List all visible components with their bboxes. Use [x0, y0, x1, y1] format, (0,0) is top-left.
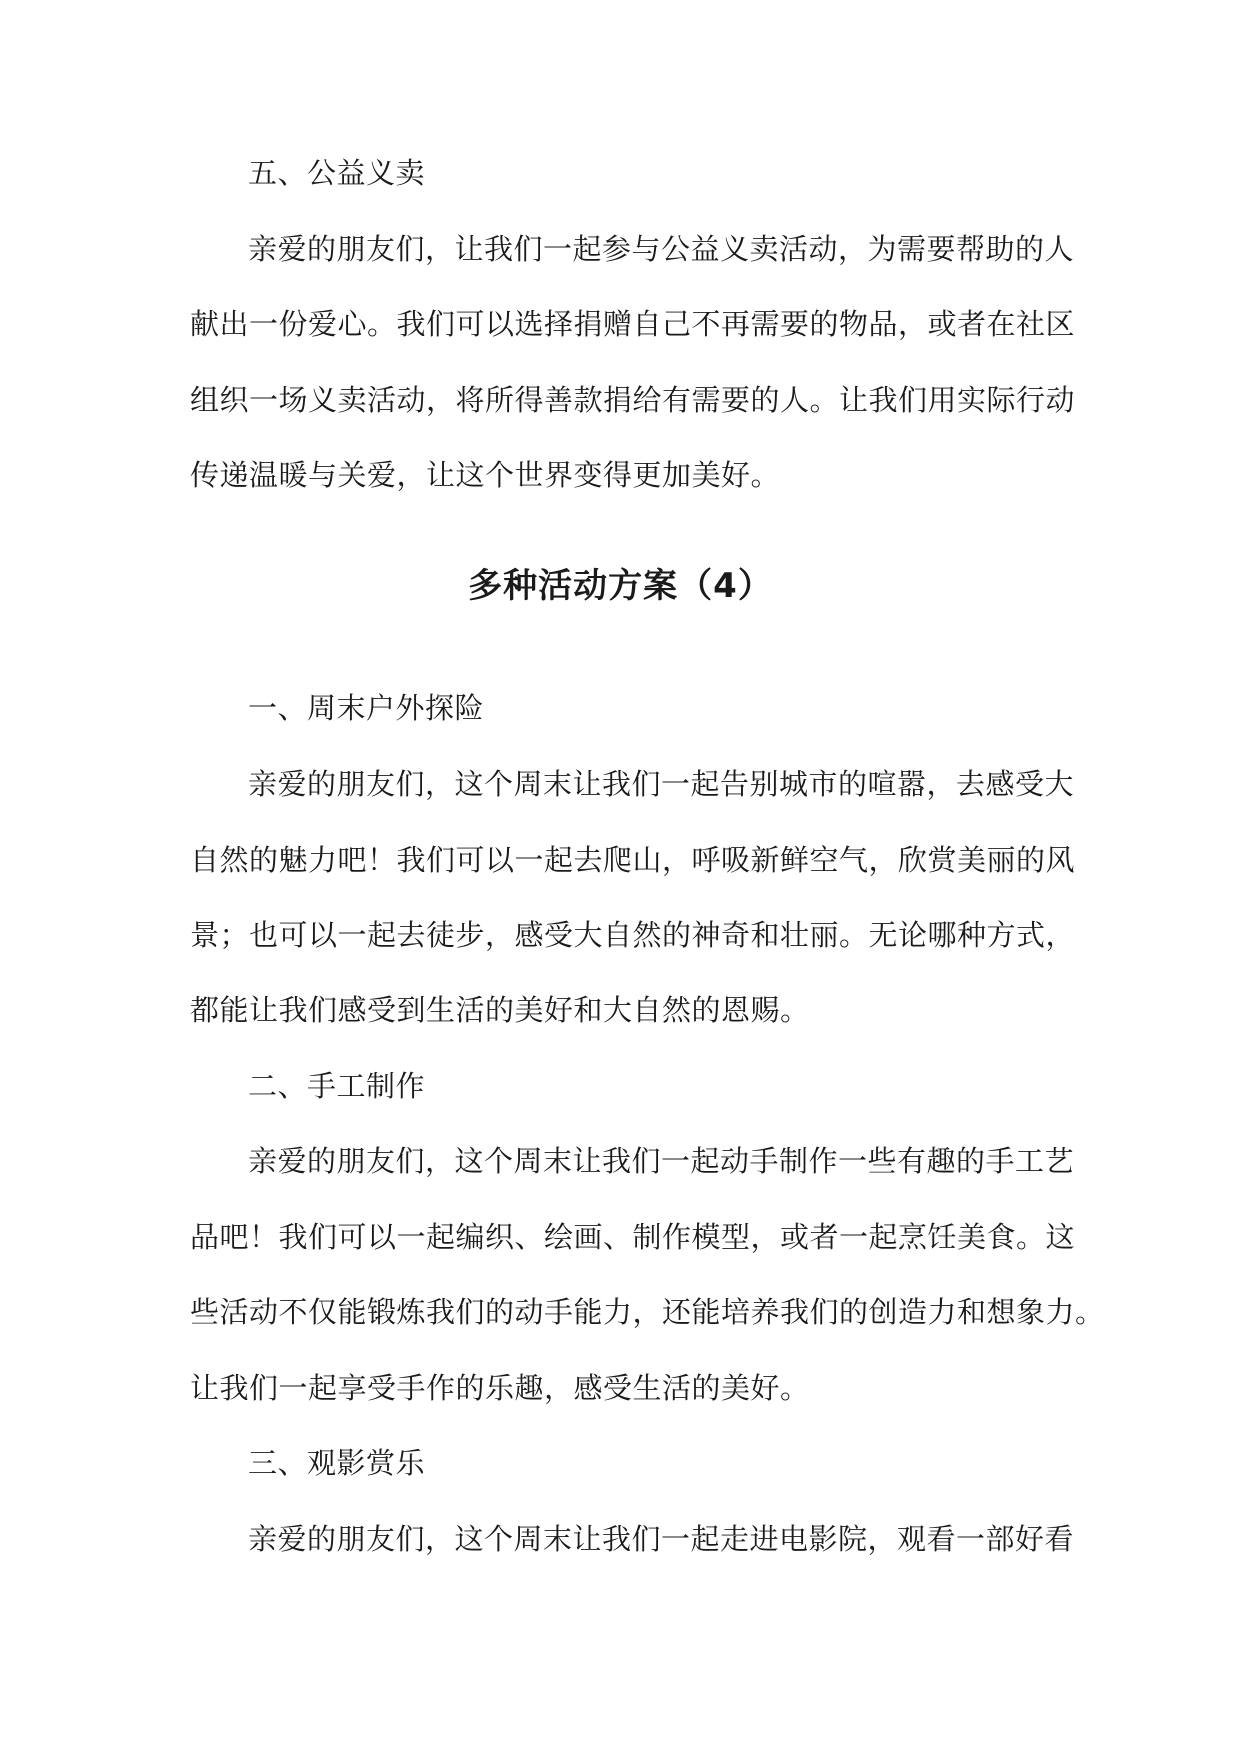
- section-three-heading: 三、观影赏乐: [248, 1446, 426, 1480]
- section-one-line-2: 自然的魅力吧！我们可以一起去爬山，呼吸新鲜空气，欣赏美丽的风: [190, 843, 1076, 877]
- section-three-line-1: 亲爱的朋友们，这个周末让我们一起走进电影院，观看一部好看: [248, 1522, 1075, 1556]
- section-two-line-4: 让我们一起享受手作的乐趣，感受生活的美好。: [190, 1371, 810, 1405]
- document-title: 多种活动方案（4）: [468, 566, 773, 606]
- section-five-line-3: 组织一场义卖活动，将所得善款捐给有需要的人。让我们用实际行动: [190, 383, 1076, 417]
- section-two-heading: 二、手工制作: [248, 1069, 426, 1103]
- section-one-line-4: 都能让我们感受到生活的美好和大自然的恩赐。: [190, 993, 810, 1027]
- section-five-line-2: 献出一份爱心。我们可以选择捐赠自己不再需要的物品，或者在社区: [190, 307, 1076, 341]
- section-five-heading: 五、公益义卖: [248, 156, 426, 190]
- section-one-line-3: 景；也可以一起去徒步，感受大自然的神奇和壮丽。无论哪种方式，: [190, 918, 1076, 952]
- section-five-line-4: 传递温暖与关爱，让这个世界变得更加美好。: [190, 458, 781, 492]
- section-two-line-3: 些活动不仅能锻炼我们的动手能力，还能培养我们的创造力和想象力。: [190, 1295, 1105, 1329]
- section-five-line-1: 亲爱的朋友们，让我们一起参与公益义卖活动，为需要帮助的人: [248, 232, 1075, 266]
- section-two-line-2: 品吧！我们可以一起编织、绘画、制作模型，或者一起烹饪美食。这: [190, 1220, 1076, 1254]
- section-two-line-1: 亲爱的朋友们，这个周末让我们一起动手制作一些有趣的手工艺: [248, 1144, 1075, 1178]
- section-one-line-1: 亲爱的朋友们，这个周末让我们一起告别城市的喧嚣，去感受大: [248, 767, 1075, 801]
- section-one-heading: 一、周末户外探险: [248, 691, 485, 725]
